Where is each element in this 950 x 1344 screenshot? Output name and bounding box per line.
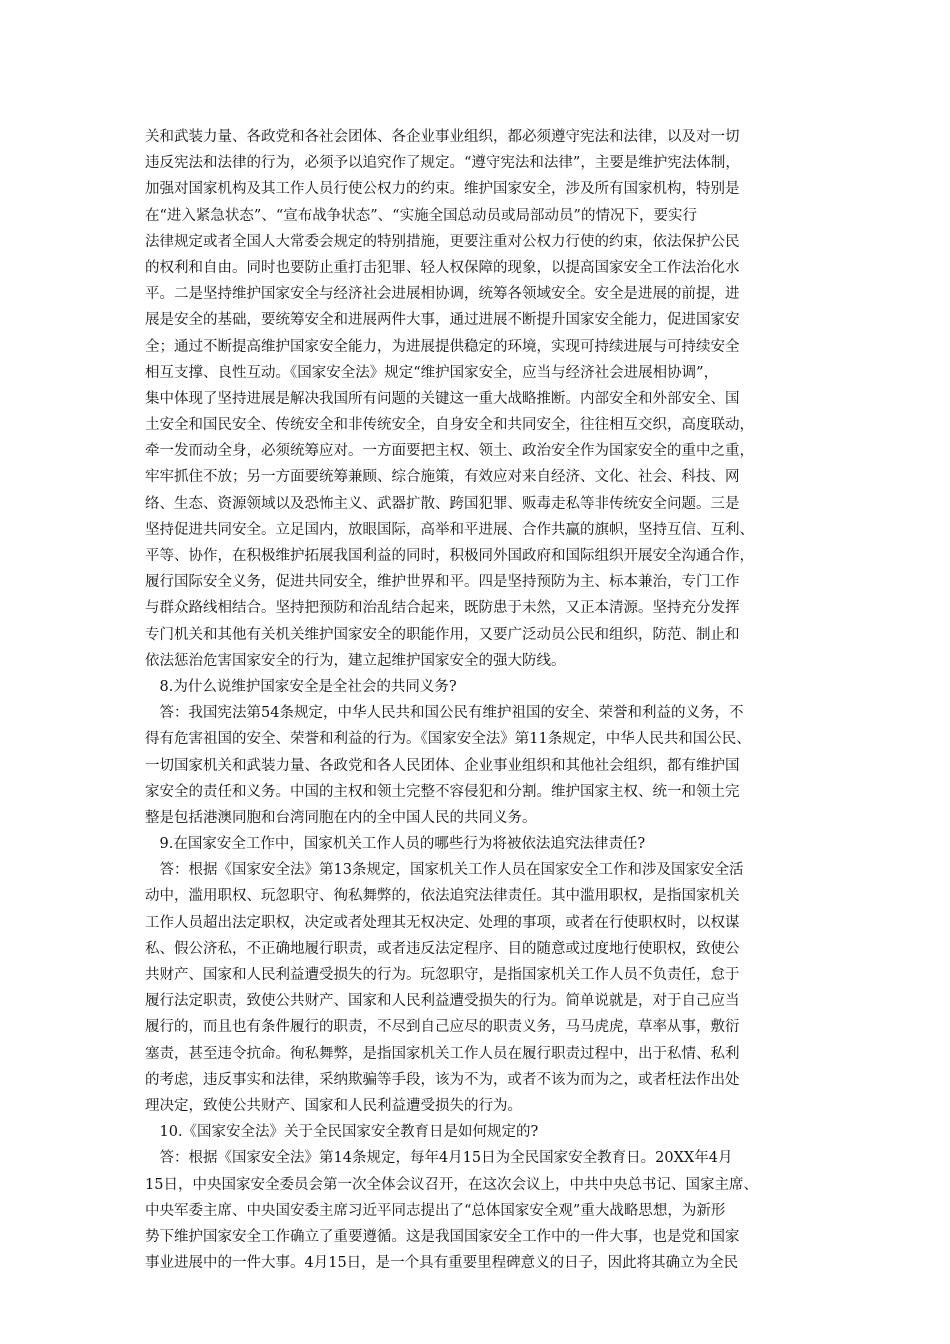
text-line: 答：根据《国家安全法》第13条规定，国家机关工作人员在国家安全工作和涉及国家安全活 — [145, 862, 744, 879]
text-line: 平。二是坚持维护国家安全与经济社会进展相协调，统筹各领域安全。安全是进展的前提，进 — [145, 286, 740, 303]
text-line: 家安全的责任和义务。中国的主权和领土完整不容侵犯和分割。维护国家主权、统一和领土完 — [145, 783, 740, 800]
text-line: 8.为什么说维护国家安全是全社会的共同义务? — [145, 678, 457, 695]
text-line: 违反宪法和法律的行为，必须予以追究作了规定。“遵守宪法和法律”，主要是维护宪法体制， — [145, 155, 740, 172]
document-body — [145, 124, 807, 1276]
text-line: 加强对国家机构及其工作人员行使公权力的约束。维护国家安全，涉及所有国家机构，特别是 — [145, 181, 740, 198]
text-line: 展是安全的基础，要统筹安全和进展两件大事，通过进展不断提升国家安全能力，促进国家安 — [145, 312, 740, 329]
text-line: 络、生态、资源领域以及恐怖主义、武器扩散、跨国犯罪、贩毒走私等非传统安全问题。三是 — [145, 495, 740, 512]
text-line: 土安全和国民安全、传统安全和非传统安全，自身安全和共同安全，往往相互交织，高度联动， — [145, 417, 754, 434]
text-line: 平等、协作，在积极维护拓展我国利益的同时，积极同外国政府和国际组织开展安全沟通合作， — [145, 548, 754, 564]
text-line: 得有危害祖国的安全、荣誉和利益的行为。《国家安全法》第11条规定，中华人民共和国公民、 — [145, 731, 751, 748]
text-line: 工作人员超出法定职权，决定或者处理其无权决定、处理的事项，或者在行使职权时，以权谋 — [145, 914, 740, 931]
text-line: 塞责，甚至违令抗命。徇私舞弊，是指国家机关工作人员在履行职责过程中，出于私情、私利 — [145, 1045, 740, 1062]
text-line: 10.《国家安全法》关于全民国家安全教育日是如何规定的? — [145, 1124, 539, 1141]
text-line: 履行的，而且也有条件履行的职责，不尽到自己应尽的职责义务，马马虎虎，草率从事，敷衍 — [145, 1019, 740, 1036]
text-line: 势下维护国家安全工作确立了重要遵循。这是我国国家安全工作中的一件大事，也是党和国家 — [145, 1228, 740, 1245]
text-line: 的权利和自由。同时也要防止重打击犯罪、轻人权保障的现象，以提高国家安全工作法治化水 — [145, 259, 740, 276]
text-line: 牢牢抓住不放；另一方面要统筹兼顾、综合施策，有效应对来自经济、文化、社会、科技、网 — [145, 469, 740, 486]
text-line: 集中体现了坚持进展是解决我国所有问题的关键这一重大战略推断。内部安全和外部安全、国 — [145, 390, 740, 407]
text-line: 私、假公济私，不正确地履行职责，或者违反法定程序、目的随意或过度地行使职权，致使公 — [145, 940, 740, 957]
text-line: 在“进入紧急状态”、“宣布战争状态”、“实施全国总动员或局部动员”的情况下，要实行 — [145, 207, 697, 224]
text-line: 履行法定职责，致使公共财产、国家和人民利益遭受损失的行为。简单说就是，对于自己应当 — [145, 993, 740, 1010]
text-line: 中央军委主席、中央国安委主席习近平同志提出了“总体国家安全观”重大战略思想，为新形 — [145, 1202, 726, 1219]
text-line: 事业进展中的一件大事。4月15日，是一个具有重要里程碑意义的日子，因此将其确立为全民 — [145, 1255, 739, 1272]
text-line: 依法惩治危害国家安全的行为，建立起维护国家安全的强大防线。 — [145, 652, 566, 669]
text-line: 共财产、国家和人民利益遭受损失的行为。玩忽职守，是指国家机关工作人员不负责任，怠于 — [145, 967, 740, 983]
text-line: 专门机关和其他有关机关维护国家安全的职能作用，又要广泛动员公民和组织，防范、制止和 — [145, 626, 740, 643]
text-line: 与群众路线相结合。坚持把预防和治乱结合起来，既防患于未然，又正本清源。坚持充分发挥 — [145, 600, 740, 617]
text-line: 的考虑，违反事实和法律，采纳欺骗等手段，该为不为，或者不该为而为之，或者枉法作出处 — [145, 1071, 740, 1088]
text-line: 相互支撑、良性互动。《国家安全法》规定“维护国家安全，应当与经济社会进展相协调”， — [145, 364, 719, 381]
text-line: 关和武装力量、各政党和各社会团体、各企业事业组织，都必须遵守宪法和法律，以及对一切 — [145, 129, 740, 145]
text-line: 全；通过不断提高维护国家安全能力，为进展提供稳定的环境，实现可持续进展与可持续安全 — [145, 338, 740, 355]
text-line: 牵一发而动全身，必须统筹应对。一方面要把主权、领土、政治安全作为国家安全的重中之重， — [145, 443, 754, 460]
text-line: 整是包括港澳同胞和台湾同胞在内的全中国人民的共同义务。 — [145, 809, 537, 826]
text-line: 坚持促进共同安全。立足国内，放眼国际，高举和平进展、合作共赢的旗帜，坚持互信、互利、 — [145, 521, 754, 538]
text-line: 答：根据《国家安全法》第14条规定，每年4月15日为全民国家安全教育日。20XX年4月 — [145, 1150, 733, 1167]
text-line: 法律规定或者全国人大常委会规定的特别措施，更要注重对公权力行使的约束，依法保护公民 — [145, 233, 740, 250]
text-line: 一切国家机关和武装力量、各政党和各人民团体、企业事业组织和其他社会组织，都有维护国 — [145, 757, 740, 774]
text-line: 履行国际安全义务，促进共同安全，维护世界和平。四是坚持预防为主、标本兼治，专门工作 — [145, 574, 740, 591]
text-line: 动中，滥用职权、玩忽职守、徇私舞弊的，依法追究法律责任。其中滥用职权，是指国家机关 — [145, 888, 740, 905]
text-line: 9.在国家安全工作中，国家机关工作人员的哪些行为将被依法追究法律责任? — [145, 836, 646, 853]
text-line: 答：我国宪法第54条规定，中华人民共和国公民有维护祖国的安全、荣誉和利益的义务，不 — [145, 705, 744, 722]
text-line: 理决定，致使公共财产、国家和人民利益遭受损失的行为。 — [145, 1097, 522, 1114]
text-line: 15日，中央国家安全委员会第一次全体会议召开，在这次会议上，中共中央总书记、国家主席、 — [145, 1176, 758, 1193]
